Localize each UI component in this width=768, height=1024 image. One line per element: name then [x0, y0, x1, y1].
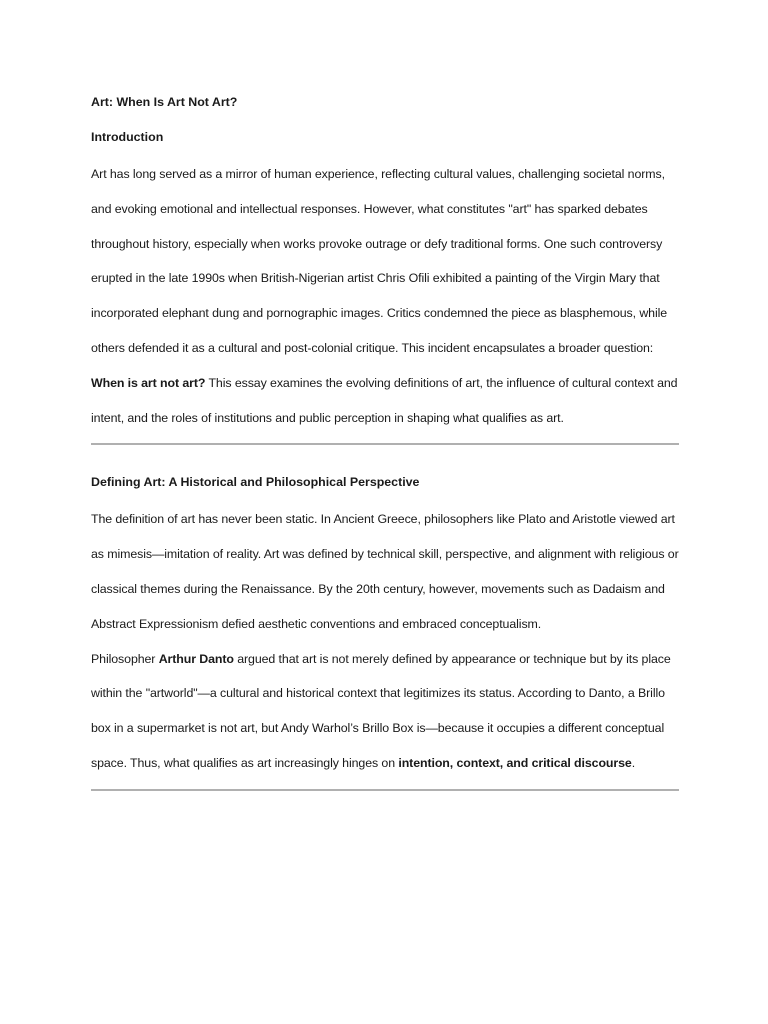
- intro-text-after: This essay examines the evolving definitions of art, the influence of cultural context and intent, and the roles of institutions and public perception in shaping what qualifies as art.: [91, 375, 678, 425]
- section-divider: [91, 443, 679, 445]
- intro-text-before: Art has long served as a mirror of human experience, reflecting cultural values, challenging societal norms, and evoking emotional and intellectual responses. However, what constitutes "art" has sparked debates throughout history, especially when works provoke outrage or defy traditional forms. One such controversy erupted in the late 1990s when British-Nigerian artist Chris Ofili exhibited a painting of the Virgin Mary that incorporated elephant dung and pornographic images. Critics condemned the piece as blasphemous, while others defended it as a cultural and post-colonial critique. This incident encapsulates a broader question:: [91, 167, 668, 355]
- section-defining-art: [91, 472, 679, 780]
- intro-paragraph: [91, 157, 679, 435]
- section-heading-defining-art: Defining Art: A Historical and Philosophical Perspective: [91, 475, 420, 490]
- danto-text-before: Philosopher: [91, 651, 159, 666]
- defining-art-paragraph-2: [91, 642, 679, 781]
- danto-text-middle: argued that art is not merely defined by appearance or technique but by its place within the "artworld"—a cultural and historical context that legitimizes its status. According to Danto, a Brillo box in a supermarket is not art, but Andy Warhol’s Brillo Box is—because it occupies a different conceptual space. Thus, what qualifies as art increasingly hinges on: [91, 651, 671, 770]
- section-introduction: [91, 127, 679, 435]
- danto-name-bold: Arthur Danto: [158, 651, 234, 666]
- danto-bold-phrase: intention, context, and critical discourse: [398, 755, 632, 770]
- intro-bold-question: When is art not art?: [91, 375, 206, 390]
- section-divider: [91, 789, 679, 791]
- defining-art-paragraph-1: The definition of art has never been static. In Ancient Greece, philosophers like Plato and Aristotle viewed art as mimesis—imitation of reality. Art was defined by technical skill, perspective, and alignment with religious or classical themes during the Renaissance. By the 20th century, however, movements such as Dadaism and Abstract Expressionism defied aesthetic conventions and embraced conceptualism.: [91, 512, 679, 631]
- document-page: [91, 92, 679, 791]
- danto-text-after: .: [631, 755, 636, 770]
- document-title: Art: When Is Art Not Art?: [91, 95, 238, 109]
- section-heading-introduction: Introduction: [91, 130, 164, 144]
